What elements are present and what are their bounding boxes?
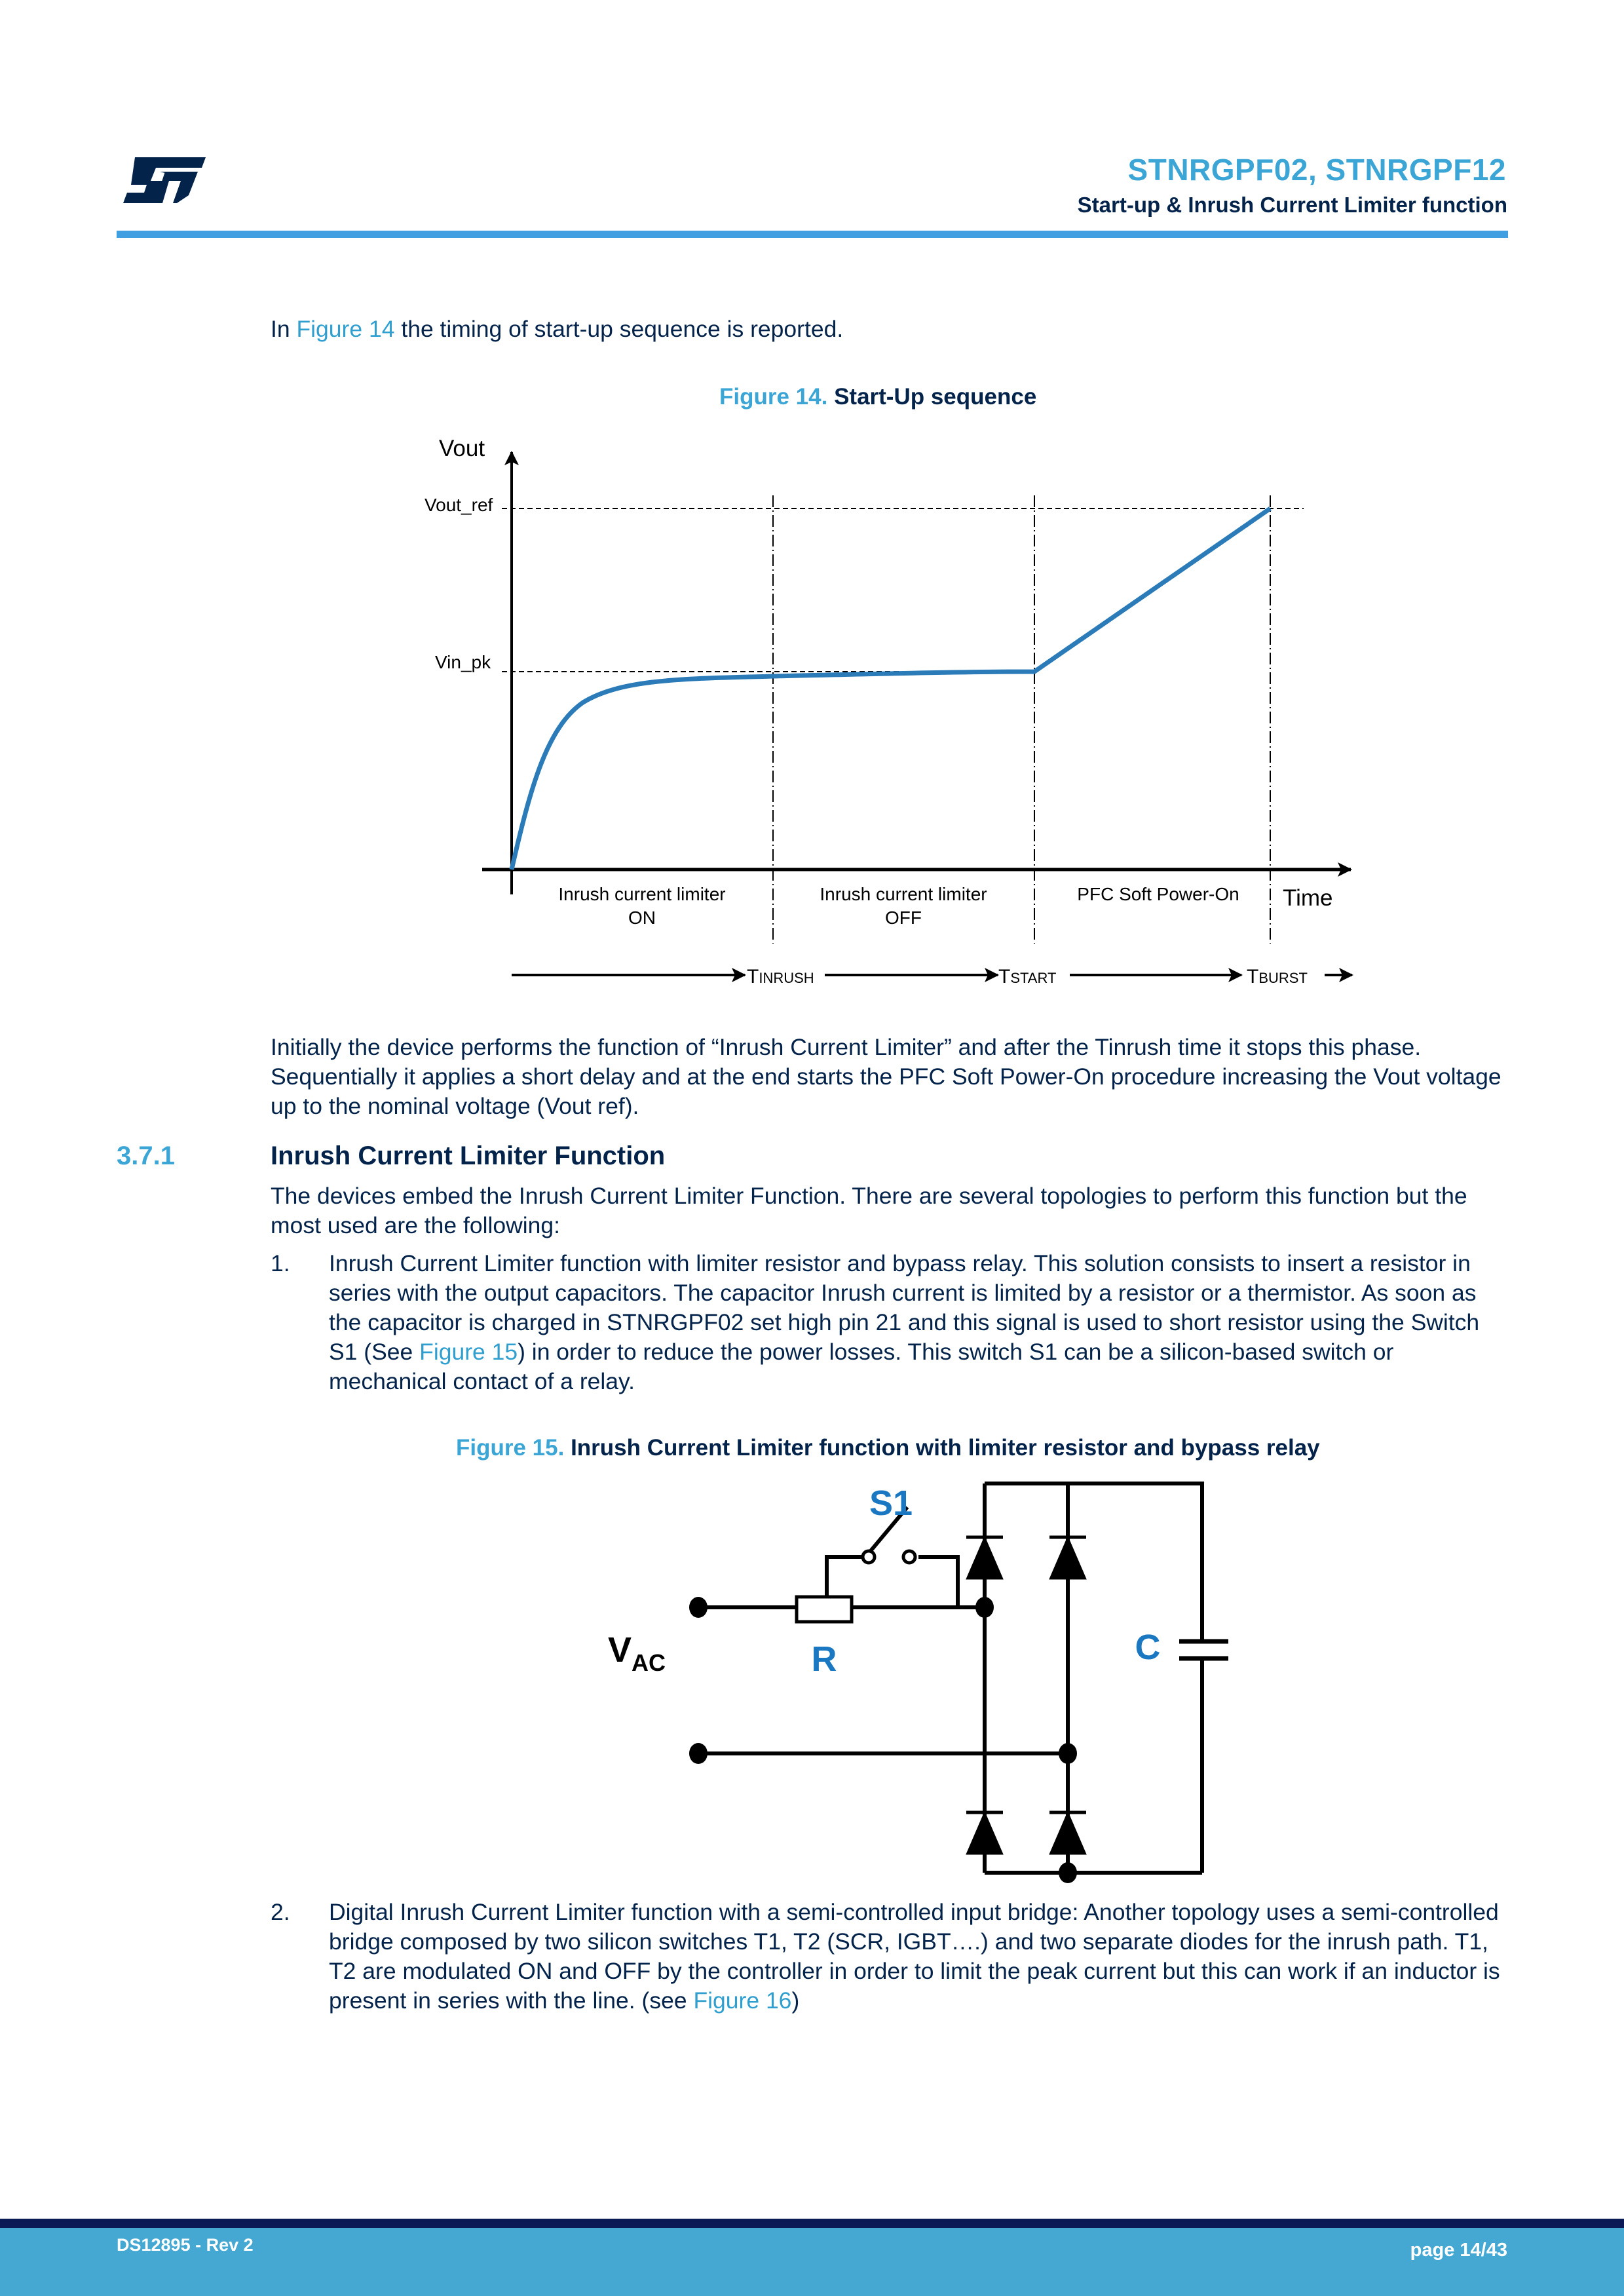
figure-15-link[interactable]: Figure 15 — [419, 1339, 518, 1365]
junction-right — [1059, 1743, 1077, 1764]
section-title: Inrush Current Limiter Function — [271, 1141, 666, 1170]
list-item-1-number: 1. — [271, 1250, 290, 1276]
phase2-label-line1: Inrush current limiter — [820, 884, 987, 904]
figure-14-title: Start-Up sequence — [834, 384, 1037, 410]
switch-label: S1 — [869, 1483, 913, 1523]
t-inrush-label: TINRUSH — [747, 966, 814, 987]
list-item-2-number: 2. — [271, 1899, 290, 1925]
section-subtitle: Start-up & Inrush Current Limiter function — [1077, 193, 1507, 217]
phase1-label-line2: ON — [628, 908, 656, 928]
diode-bottom-left-icon — [968, 1815, 1001, 1853]
junction-left — [975, 1597, 994, 1618]
diode-top-right-icon — [1051, 1540, 1084, 1578]
list-item-1-text: Inrush Current Limiter function with limiter resistor and bypass relay. This solution consists to insert a resistor in series with the output capacitors. The capacitor Inrush current is limited by a resistor or a thermistor. As soon as the capacitor is charged in STNRGPF02 set high pin 21 and this signal is used to short resistor using the Switch S1 (See Figure 15) in order to reduce the power losses. This switch S1 can be a silicon-based switch or mechanical contact of a relay. — [329, 1250, 1480, 1394]
figure-16-link[interactable]: Figure 16 — [693, 1987, 792, 2014]
phase3-label: PFC Soft Power-On — [1077, 884, 1239, 904]
vout-ref-label: Vout_ref — [425, 495, 493, 515]
figure-15-title: Inrush Current Limiter function with limiter resistor and bypass relay — [571, 1435, 1320, 1461]
junction-bottom — [1059, 1862, 1077, 1883]
resistor-label: R — [811, 1639, 837, 1679]
footer-divider — [0, 2219, 1624, 2228]
phase1-label-line1: Inrush current limiter — [558, 884, 726, 904]
figure-15-caption — [456, 1435, 1320, 1461]
switch-contact-right — [903, 1551, 915, 1563]
x-axis-label: Time — [1283, 885, 1333, 911]
page-number: page 14/43 — [1410, 2240, 1507, 2261]
diode-top-left-icon — [968, 1540, 1001, 1578]
phase2-label-line2: OFF — [885, 908, 922, 928]
figure-14-link[interactable]: Figure 14 — [296, 316, 395, 342]
document-title: STNRGPF02, STNRGPF12 — [1127, 153, 1506, 187]
terminal-top — [689, 1597, 708, 1618]
t-start-label: TSTART — [998, 966, 1057, 987]
terminal-bottom — [689, 1743, 708, 1764]
t-burst-label: TBURST — [1247, 966, 1308, 987]
y-axis-label: Vout — [439, 436, 485, 461]
vac-label: VAC — [608, 1630, 666, 1676]
capacitor-label: C — [1135, 1628, 1161, 1667]
switch-contact-left — [863, 1551, 875, 1563]
figure-15-number: Figure 15. — [456, 1435, 565, 1461]
figure-14-number: Figure 14. — [719, 384, 828, 410]
inrush-limiter-schematic — [590, 1468, 1245, 1887]
section-number: 3.7.1 — [117, 1141, 175, 1170]
section-intro: The devices embed the Inrush Current Limiter Function. There are several topologies to perform this function but the most used are the following: — [271, 1183, 1467, 1238]
list-item-2-text: Digital Inrush Current Limiter function with a semi-controlled input bridge: Another topology uses a semi-controlled bridge composed by two silicon switches T1, T2 (SCR, IGBT….) and two separate diodes for the inrush path. T1, T2 are modulated ON and OFF by the controller in order to limit the peak current but this can work if an inductor is present in series with the line. (see Figure 16) — [329, 1899, 1500, 2014]
resistor-icon — [797, 1597, 852, 1622]
vin-pk-label: Vin_pk — [435, 652, 491, 672]
vout-curve — [512, 508, 1270, 870]
document-revision: DS12895 - Rev 2 — [117, 2235, 254, 2255]
startup-sequence-chart — [0, 0, 1624, 1022]
intro-paragraph: In Figure 14 the timing of start-up sequence is reported. — [271, 316, 844, 342]
diode-bottom-right-icon — [1051, 1815, 1084, 1853]
startup-description: Initially the device performs the function of “Inrush Current Limiter” and after the Tinrush time it stops this phase. Sequentially it applies a short delay and at the end starts the PFC Soft Power-On procedure increasing the Vout voltage up to the nominal voltage (Vout ref). — [271, 1034, 1501, 1119]
